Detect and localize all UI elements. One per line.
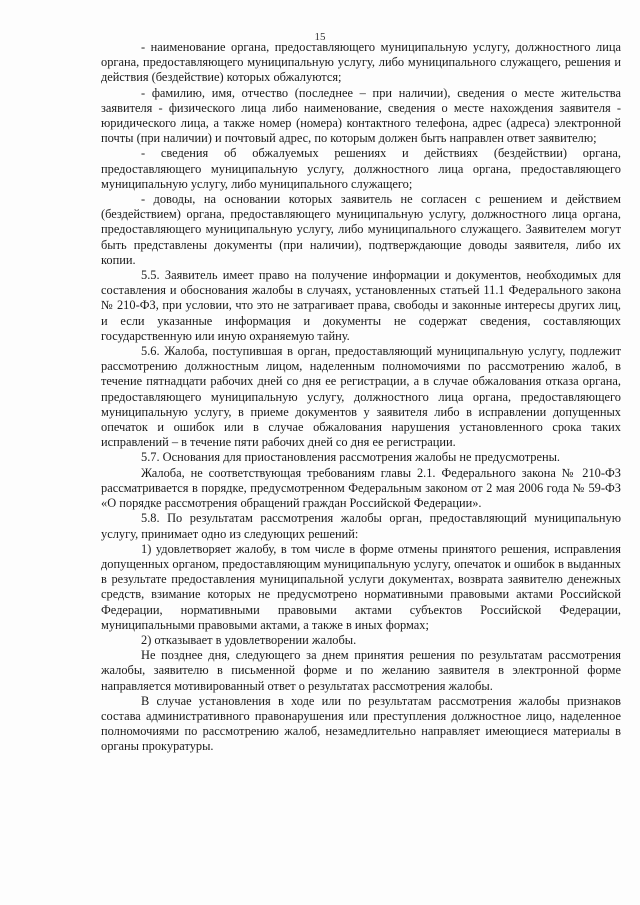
paragraph-item-subject: - наименование органа, предоставляющего муниципальную услугу, должностного лица органа, предоставляющего муниципальную услугу, либо муниципального служащего, решения и действия (бездействие) которых обжалуются; [101,40,621,85]
paragraph-complaint-chapter: Жалоба, не соответствующая требованиям главы 2.1. Федерального закона № 210-ФЗ рассматривается в порядке, предусмотренном Федеральным законом от 2 мая 2006 года № 59-ФЗ «О порядке рассмотрения обращений граждан Российской Федерации». [101,465,621,511]
paragraph-decision-satisfy: 1) удовлетворяет жалобу, в том числе в форме отмены принятого решения, исправления допущенных органом, предоставляющим муниципальную услугу, опечаток и ошибок в выданных в результате предоставления муниципальной услуги документах, возврата заявителю денежных средств, взимание которых не предусмотрено нормативными правовыми актами Российской Федерации, нормативными правовыми актами субъектов Российской Федерации, муниципальными правовыми актами, а также в иных формах; [101,541,621,632]
paragraph-item-arguments: - доводы, на основании которых заявитель не согласен с решением и действием (бездействием) органа, предоставляющего муниципальную услугу, должностного лица органа, предоставляющего муниципальную услугу, либо муниципального служащего. Заявителем могут быть представлены документы (при наличии), подтверждающие доводы заявителя, либо их копии. [101,192,621,267]
paragraph-5-5: 5.5. Заявитель имеет право на получение информации и документов, необходимых для составления и обоснования жалобы в случаях, установленных статьей 11.1 Федерального закона № 210-ФЗ, при условии, что это не затрагивает права, свободы и законные интересы других лиц, и если указанные информация и документы не содержат сведения, составляющих государственную или иную охраняемую тайну. [101,268,621,343]
paragraph-response-deadline: Не позднее дня, следующего за днем принятия решения по результатам рассмотрения жалобы, заявителю в письменной форме и по желанию заявителя в электронной форме направляется мотивированный ответ о результатах рассмотрения жалобы. [101,648,621,693]
paragraph-5-7: 5.7. Основания для приостановления рассмотрения жалобы не предусмотрены. [141,450,561,465]
paragraph-item-applicant-info: - фамилию, имя, отчество (последнее – при наличии), сведения о месте жительства заявителя - физического лица либо наименование, сведения о месте нахождения заявителя - юридического лица, а также номер (номера) контактного телефона, адрес (адреса) электронной почты (при наличии) и почтовый адрес, по которым должен быть направлен ответ заявителю; [101,85,621,146]
paragraph-prosecution: В случае установления в ходе или по результатам рассмотрения жалобы признаков состава административного правонарушения или преступления должностное лицо, наделенное полномочиями по рассмотрению жалоб, незамедлительно направляет имеющиеся материалы в органы прокуратуры. [101,693,621,754]
paragraph-item-decisions: - сведения об обжалуемых решениях и действиях (бездействии) органа, предоставляющего муниципальную услугу, должностного лица органа, предоставляющего муниципальную услугу, либо муниципального служащего; [101,146,621,191]
paragraph-decision-refuse: 2) отказывает в удовлетворении жалобы. [141,632,357,647]
page-number: 15 [314,31,326,43]
document-body [101,40,621,755]
paragraph-5-8: 5.8. По результатам рассмотрения жалобы орган, предоставляющий муниципальную услугу, принимает одно из следующих решений: [101,511,621,541]
paragraph-5-6: 5.6. Жалоба, поступившая в орган, предоставляющий муниципальную услугу, подлежит рассмотрению должностным лицом, наделенным полномочиями по рассмотрению жалоб, в течение пятнадцати рабочих дней со дня ее регистрации, а в случае обжалования отказа органа, предоставляющего муниципальную услугу, должностного лица органа, предоставляющего муниципальную услугу, в приеме документов у заявителя либо в исправлении допущенных опечаток и ошибок или в случае обжалования нарушения установленного срока таких исправлений – в течение пяти рабочих дней со дня ее регистрации. [101,344,621,450]
